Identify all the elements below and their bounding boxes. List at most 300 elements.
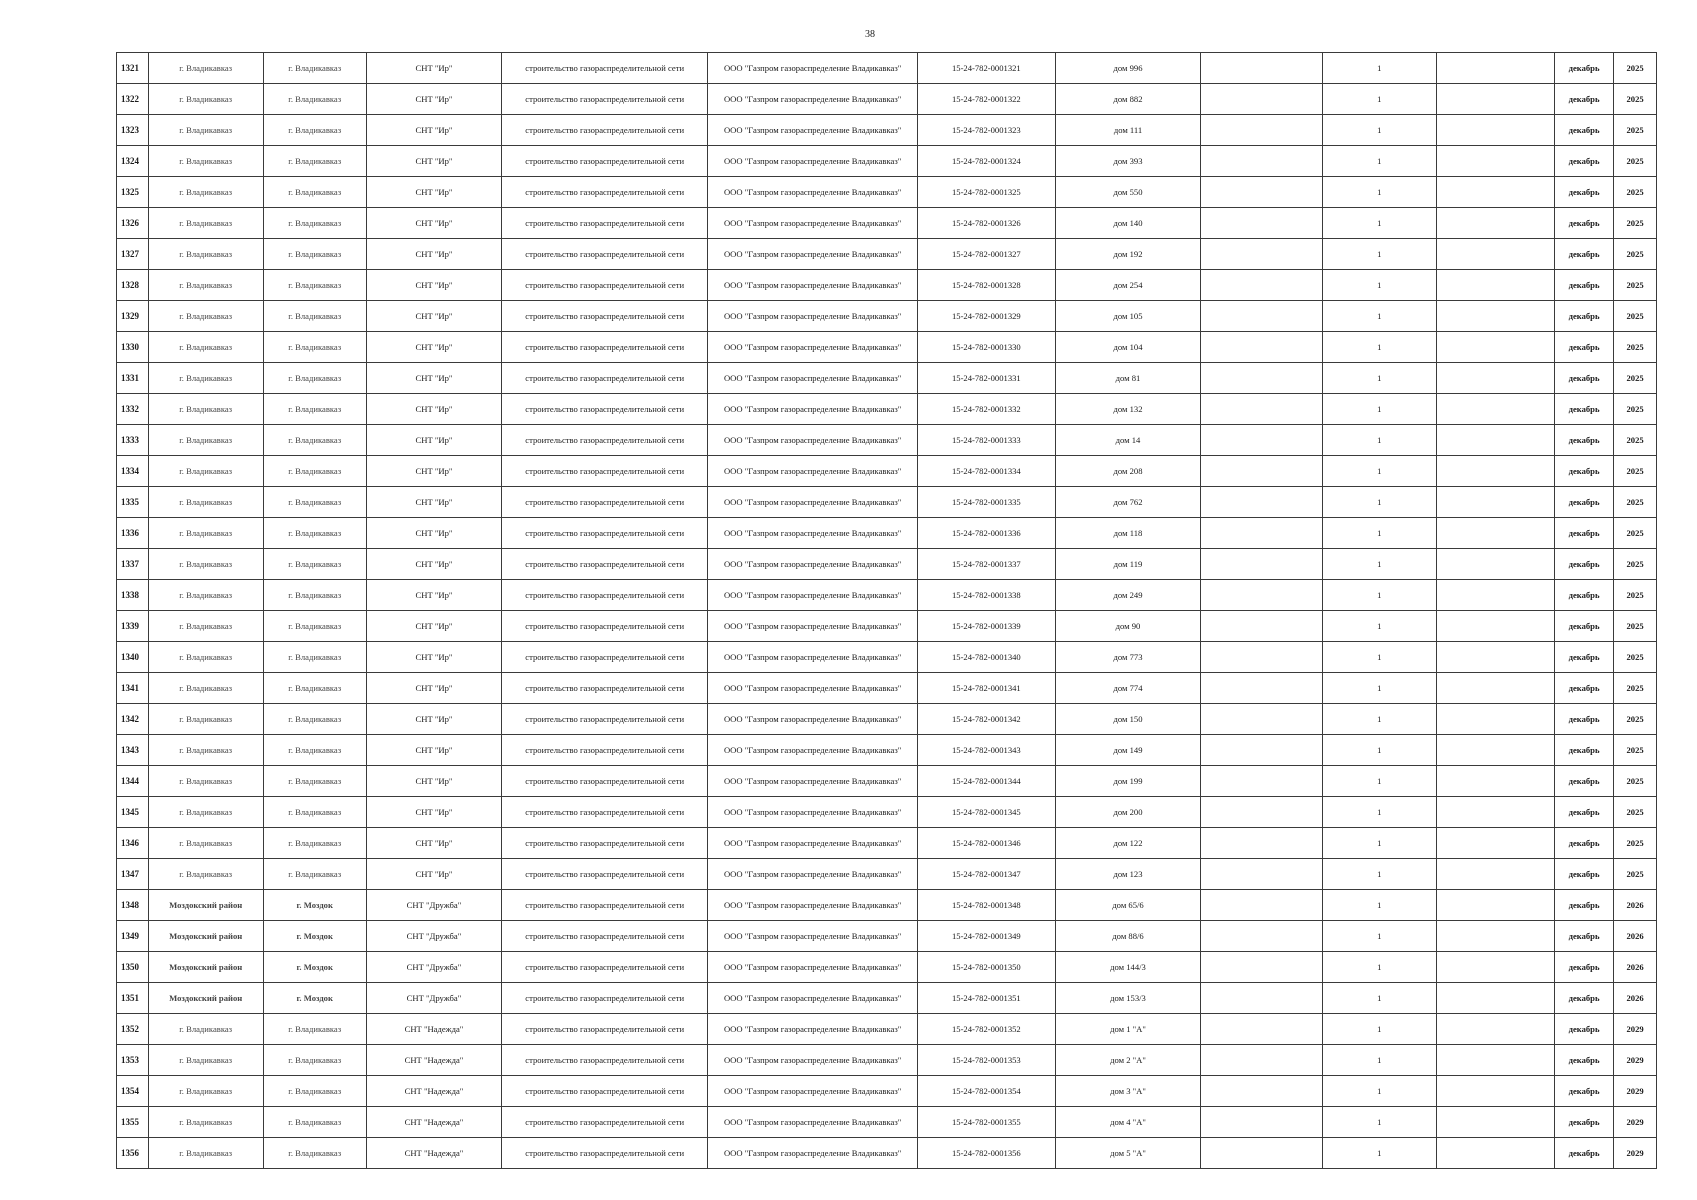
empty-cell: [1201, 1045, 1322, 1076]
address-cell: дом 762: [1055, 487, 1201, 518]
empty-cell: [1201, 394, 1322, 425]
month-cell: декабрь: [1555, 921, 1614, 952]
snt-cell: СНТ "Ир": [366, 704, 502, 735]
locality-cell: г. Владикавказ: [263, 270, 366, 301]
work-type-cell: строительство газораспределительной сети: [502, 1107, 708, 1138]
organization-cell: ООО "Газпром газораспределение Владикавказ": [708, 84, 918, 115]
district-cell: г. Владикавказ: [148, 580, 263, 611]
empty-cell: [1201, 208, 1322, 239]
empty-cell: [1436, 394, 1554, 425]
application-code-cell: 15-24-782-0001344: [918, 766, 1056, 797]
district-cell: г. Владикавказ: [148, 301, 263, 332]
application-code-cell: 15-24-782-0001336: [918, 518, 1056, 549]
district-cell: г. Владикавказ: [148, 1076, 263, 1107]
district-cell: г. Владикавказ: [148, 208, 263, 239]
locality-cell: г. Владикавказ: [263, 1107, 366, 1138]
empty-cell: [1436, 766, 1554, 797]
month-cell: декабрь: [1555, 332, 1614, 363]
application-code-cell: 15-24-782-0001345: [918, 797, 1056, 828]
empty-cell: [1201, 363, 1322, 394]
table-row: [117, 239, 1657, 270]
address-cell: дом 192: [1055, 239, 1201, 270]
application-code-cell: 15-24-782-0001323: [918, 115, 1056, 146]
quantity-cell: 1: [1322, 84, 1436, 115]
work-type-cell: строительство газораспределительной сети: [502, 518, 708, 549]
empty-cell: [1436, 549, 1554, 580]
year-cell: 2025: [1614, 580, 1657, 611]
snt-cell: СНТ "Ир": [366, 549, 502, 580]
district-cell: г. Владикавказ: [148, 1014, 263, 1045]
snt-cell: СНТ "Дружба": [366, 921, 502, 952]
row-number-cell: 1353: [117, 1045, 149, 1076]
table-row: [117, 518, 1657, 549]
table-row: [117, 704, 1657, 735]
quantity-cell: 1: [1322, 239, 1436, 270]
work-type-cell: строительство газораспределительной сети: [502, 425, 708, 456]
locality-cell: г. Владикавказ: [263, 1076, 366, 1107]
locality-cell: г. Владикавказ: [263, 518, 366, 549]
row-number-cell: 1327: [117, 239, 149, 270]
quantity-cell: 1: [1322, 208, 1436, 239]
snt-cell: СНТ "Ир": [366, 115, 502, 146]
address-cell: дом 199: [1055, 766, 1201, 797]
application-code-cell: 15-24-782-0001330: [918, 332, 1056, 363]
table-row: [117, 828, 1657, 859]
month-cell: декабрь: [1555, 301, 1614, 332]
work-type-cell: строительство газораспределительной сети: [502, 921, 708, 952]
district-cell: г. Владикавказ: [148, 456, 263, 487]
quantity-cell: 1: [1322, 1076, 1436, 1107]
empty-cell: [1436, 673, 1554, 704]
district-cell: г. Владикавказ: [148, 270, 263, 301]
application-code-cell: 15-24-782-0001346: [918, 828, 1056, 859]
snt-cell: СНТ "Ир": [366, 797, 502, 828]
district-cell: г. Владикавказ: [148, 177, 263, 208]
organization-cell: ООО "Газпром газораспределение Владикавказ": [708, 239, 918, 270]
month-cell: декабрь: [1555, 456, 1614, 487]
year-cell: 2025: [1614, 487, 1657, 518]
month-cell: декабрь: [1555, 53, 1614, 84]
snt-cell: СНТ "Ир": [366, 270, 502, 301]
locality-cell: г. Владикавказ: [263, 84, 366, 115]
application-code-cell: 15-24-782-0001322: [918, 84, 1056, 115]
district-cell: г. Владикавказ: [148, 115, 263, 146]
work-type-cell: строительство газораспределительной сети: [502, 115, 708, 146]
month-cell: декабрь: [1555, 1014, 1614, 1045]
quantity-cell: 1: [1322, 115, 1436, 146]
application-code-cell: 15-24-782-0001328: [918, 270, 1056, 301]
year-cell: 2025: [1614, 363, 1657, 394]
quantity-cell: 1: [1322, 828, 1436, 859]
empty-cell: [1436, 301, 1554, 332]
snt-cell: СНТ "Ир": [366, 394, 502, 425]
empty-cell: [1436, 1107, 1554, 1138]
organization-cell: ООО "Газпром газораспределение Владикавказ": [708, 983, 918, 1014]
row-number-cell: 1336: [117, 518, 149, 549]
quantity-cell: 1: [1322, 1045, 1436, 1076]
year-cell: 2025: [1614, 425, 1657, 456]
snt-cell: СНТ "Ир": [366, 177, 502, 208]
empty-cell: [1201, 983, 1322, 1014]
district-cell: г. Владикавказ: [148, 487, 263, 518]
row-number-cell: 1342: [117, 704, 149, 735]
work-type-cell: строительство газораспределительной сети: [502, 1045, 708, 1076]
table-row: [117, 797, 1657, 828]
empty-cell: [1436, 1045, 1554, 1076]
month-cell: декабрь: [1555, 704, 1614, 735]
address-cell: дом 105: [1055, 301, 1201, 332]
year-cell: 2025: [1614, 53, 1657, 84]
quantity-cell: 1: [1322, 425, 1436, 456]
application-code-cell: 15-24-782-0001335: [918, 487, 1056, 518]
application-code-cell: 15-24-782-0001350: [918, 952, 1056, 983]
organization-cell: ООО "Газпром газораспределение Владикавказ": [708, 394, 918, 425]
organization-cell: ООО "Газпром газораспределение Владикавказ": [708, 580, 918, 611]
empty-cell: [1436, 456, 1554, 487]
work-type-cell: строительство газораспределительной сети: [502, 239, 708, 270]
table-row: [117, 425, 1657, 456]
row-number-cell: 1345: [117, 797, 149, 828]
row-number-cell: 1339: [117, 611, 149, 642]
locality-cell: г. Владикавказ: [263, 239, 366, 270]
snt-cell: СНТ "Ир": [366, 332, 502, 363]
address-cell: дом 4 "А": [1055, 1107, 1201, 1138]
locality-cell: г. Владикавказ: [263, 828, 366, 859]
empty-cell: [1201, 456, 1322, 487]
month-cell: декабрь: [1555, 363, 1614, 394]
locality-cell: г. Владикавказ: [263, 53, 366, 84]
district-cell: г. Владикавказ: [148, 363, 263, 394]
empty-cell: [1201, 1107, 1322, 1138]
organization-cell: ООО "Газпром газораспределение Владикавказ": [708, 425, 918, 456]
row-number-cell: 1332: [117, 394, 149, 425]
quantity-cell: 1: [1322, 1138, 1436, 1169]
district-cell: г. Владикавказ: [148, 1107, 263, 1138]
empty-cell: [1201, 673, 1322, 704]
month-cell: декабрь: [1555, 859, 1614, 890]
quantity-cell: 1: [1322, 704, 1436, 735]
table-row: [117, 270, 1657, 301]
row-number-cell: 1351: [117, 983, 149, 1014]
table-row: [117, 921, 1657, 952]
district-cell: г. Владикавказ: [148, 1138, 263, 1169]
year-cell: 2025: [1614, 642, 1657, 673]
organization-cell: ООО "Газпром газораспределение Владикавказ": [708, 611, 918, 642]
organization-cell: ООО "Газпром газораспределение Владикавказ": [708, 53, 918, 84]
year-cell: 2026: [1614, 952, 1657, 983]
table-row: [117, 1138, 1657, 1169]
district-cell: г. Владикавказ: [148, 84, 263, 115]
empty-cell: [1201, 828, 1322, 859]
locality-cell: г. Владикавказ: [263, 549, 366, 580]
organization-cell: ООО "Газпром газораспределение Владикавказ": [708, 549, 918, 580]
year-cell: 2025: [1614, 208, 1657, 239]
address-cell: дом 90: [1055, 611, 1201, 642]
application-code-cell: 15-24-782-0001321: [918, 53, 1056, 84]
month-cell: декабрь: [1555, 642, 1614, 673]
organization-cell: ООО "Газпром газораспределение Владикавказ": [708, 146, 918, 177]
empty-cell: [1436, 270, 1554, 301]
quantity-cell: 1: [1322, 580, 1436, 611]
address-cell: дом 65/6: [1055, 890, 1201, 921]
snt-cell: СНТ "Ир": [366, 642, 502, 673]
organization-cell: ООО "Газпром газораспределение Владикавказ": [708, 1107, 918, 1138]
empty-cell: [1201, 952, 1322, 983]
month-cell: декабрь: [1555, 518, 1614, 549]
application-code-cell: 15-24-782-0001334: [918, 456, 1056, 487]
year-cell: 2025: [1614, 146, 1657, 177]
district-cell: г. Владикавказ: [148, 673, 263, 704]
table-row: [117, 1045, 1657, 1076]
month-cell: декабрь: [1555, 797, 1614, 828]
empty-cell: [1436, 890, 1554, 921]
empty-cell: [1436, 983, 1554, 1014]
year-cell: 2025: [1614, 177, 1657, 208]
application-code-cell: 15-24-782-0001353: [918, 1045, 1056, 1076]
quantity-cell: 1: [1322, 673, 1436, 704]
month-cell: декабрь: [1555, 735, 1614, 766]
empty-cell: [1201, 1076, 1322, 1107]
address-cell: дом 773: [1055, 642, 1201, 673]
empty-cell: [1201, 1014, 1322, 1045]
quantity-cell: 1: [1322, 921, 1436, 952]
address-cell: дом 249: [1055, 580, 1201, 611]
organization-cell: ООО "Газпром газораспределение Владикавказ": [708, 115, 918, 146]
month-cell: декабрь: [1555, 84, 1614, 115]
district-cell: Моздокский район: [148, 890, 263, 921]
empty-cell: [1436, 332, 1554, 363]
application-code-cell: 15-24-782-0001327: [918, 239, 1056, 270]
snt-cell: СНТ "Ир": [366, 611, 502, 642]
month-cell: декабрь: [1555, 1138, 1614, 1169]
year-cell: 2025: [1614, 611, 1657, 642]
application-code-cell: 15-24-782-0001354: [918, 1076, 1056, 1107]
table-row: [117, 456, 1657, 487]
district-cell: г. Владикавказ: [148, 797, 263, 828]
month-cell: декабрь: [1555, 270, 1614, 301]
organization-cell: ООО "Газпром газораспределение Владикавказ": [708, 735, 918, 766]
year-cell: 2025: [1614, 239, 1657, 270]
work-type-cell: строительство газораспределительной сети: [502, 53, 708, 84]
work-type-cell: строительство газораспределительной сети: [502, 704, 708, 735]
empty-cell: [1201, 301, 1322, 332]
work-type-cell: строительство газораспределительной сети: [502, 580, 708, 611]
empty-cell: [1436, 1014, 1554, 1045]
year-cell: 2025: [1614, 84, 1657, 115]
table-row: [117, 177, 1657, 208]
month-cell: декабрь: [1555, 580, 1614, 611]
month-cell: декабрь: [1555, 549, 1614, 580]
table-row: [117, 53, 1657, 84]
district-cell: г. Владикавказ: [148, 425, 263, 456]
address-cell: дом 153/3: [1055, 983, 1201, 1014]
district-cell: г. Владикавказ: [148, 766, 263, 797]
quantity-cell: 1: [1322, 394, 1436, 425]
work-type-cell: строительство газораспределительной сети: [502, 642, 708, 673]
empty-cell: [1436, 642, 1554, 673]
empty-cell: [1201, 766, 1322, 797]
district-cell: г. Владикавказ: [148, 1045, 263, 1076]
empty-cell: [1436, 611, 1554, 642]
snt-cell: СНТ "Ир": [366, 239, 502, 270]
district-cell: г. Владикавказ: [148, 642, 263, 673]
registry-table: [116, 52, 1657, 1169]
work-type-cell: строительство газораспределительной сети: [502, 208, 708, 239]
organization-cell: ООО "Газпром газораспределение Владикавказ": [708, 301, 918, 332]
application-code-cell: 15-24-782-0001343: [918, 735, 1056, 766]
snt-cell: СНТ "Надежда": [366, 1076, 502, 1107]
application-code-cell: 15-24-782-0001348: [918, 890, 1056, 921]
address-cell: дом 123: [1055, 859, 1201, 890]
organization-cell: ООО "Газпром газораспределение Владикавказ": [708, 456, 918, 487]
empty-cell: [1436, 580, 1554, 611]
page-number: 38: [865, 29, 875, 40]
table-row: [117, 642, 1657, 673]
year-cell: 2025: [1614, 549, 1657, 580]
organization-cell: ООО "Газпром газораспределение Владикавказ": [708, 859, 918, 890]
organization-cell: ООО "Газпром газораспределение Владикавказ": [708, 1076, 918, 1107]
address-cell: дом 996: [1055, 53, 1201, 84]
table-row: [117, 394, 1657, 425]
empty-cell: [1201, 425, 1322, 456]
snt-cell: СНТ "Надежда": [366, 1138, 502, 1169]
year-cell: 2025: [1614, 456, 1657, 487]
year-cell: 2025: [1614, 394, 1657, 425]
address-cell: дом 119: [1055, 549, 1201, 580]
locality-cell: г. Владикавказ: [263, 642, 366, 673]
snt-cell: СНТ "Ир": [366, 828, 502, 859]
district-cell: г. Владикавказ: [148, 53, 263, 84]
district-cell: г. Владикавказ: [148, 146, 263, 177]
organization-cell: ООО "Газпром газораспределение Владикавказ": [708, 270, 918, 301]
application-code-cell: 15-24-782-0001325: [918, 177, 1056, 208]
district-cell: г. Владикавказ: [148, 518, 263, 549]
work-type-cell: строительство газораспределительной сети: [502, 673, 708, 704]
locality-cell: г. Владикавказ: [263, 859, 366, 890]
year-cell: 2025: [1614, 115, 1657, 146]
work-type-cell: строительство газораспределительной сети: [502, 1138, 708, 1169]
application-code-cell: 15-24-782-0001351: [918, 983, 1056, 1014]
district-cell: г. Владикавказ: [148, 735, 263, 766]
locality-cell: г. Моздок: [263, 983, 366, 1014]
month-cell: декабрь: [1555, 611, 1614, 642]
work-type-cell: строительство газораспределительной сети: [502, 487, 708, 518]
row-number-cell: 1340: [117, 642, 149, 673]
empty-cell: [1436, 704, 1554, 735]
quantity-cell: 1: [1322, 332, 1436, 363]
address-cell: дом 150: [1055, 704, 1201, 735]
locality-cell: г. Владикавказ: [263, 177, 366, 208]
locality-cell: г. Владикавказ: [263, 580, 366, 611]
month-cell: декабрь: [1555, 890, 1614, 921]
empty-cell: [1201, 177, 1322, 208]
address-cell: дом 550: [1055, 177, 1201, 208]
locality-cell: г. Владикавказ: [263, 611, 366, 642]
locality-cell: г. Владикавказ: [263, 208, 366, 239]
month-cell: декабрь: [1555, 177, 1614, 208]
address-cell: дом 208: [1055, 456, 1201, 487]
address-cell: дом 5 "А": [1055, 1138, 1201, 1169]
row-number-cell: 1329: [117, 301, 149, 332]
application-code-cell: 15-24-782-0001352: [918, 1014, 1056, 1045]
snt-cell: СНТ "Ир": [366, 487, 502, 518]
quantity-cell: 1: [1322, 611, 1436, 642]
empty-cell: [1436, 177, 1554, 208]
snt-cell: СНТ "Надежда": [366, 1107, 502, 1138]
row-number-cell: 1331: [117, 363, 149, 394]
locality-cell: г. Владикавказ: [263, 1045, 366, 1076]
quantity-cell: 1: [1322, 146, 1436, 177]
empty-cell: [1201, 518, 1322, 549]
row-number-cell: 1346: [117, 828, 149, 859]
row-number-cell: 1324: [117, 146, 149, 177]
application-code-cell: 15-24-782-0001356: [918, 1138, 1056, 1169]
work-type-cell: строительство газораспределительной сети: [502, 735, 708, 766]
year-cell: 2025: [1614, 735, 1657, 766]
snt-cell: СНТ "Ир": [366, 146, 502, 177]
quantity-cell: 1: [1322, 952, 1436, 983]
organization-cell: ООО "Газпром газораспределение Владикавказ": [708, 797, 918, 828]
empty-cell: [1201, 1138, 1322, 1169]
application-code-cell: 15-24-782-0001340: [918, 642, 1056, 673]
work-type-cell: строительство газораспределительной сети: [502, 394, 708, 425]
locality-cell: г. Моздок: [263, 890, 366, 921]
month-cell: декабрь: [1555, 983, 1614, 1014]
application-code-cell: 15-24-782-0001333: [918, 425, 1056, 456]
address-cell: дом 774: [1055, 673, 1201, 704]
locality-cell: г. Владикавказ: [263, 363, 366, 394]
address-cell: дом 132: [1055, 394, 1201, 425]
work-type-cell: строительство газораспределительной сети: [502, 363, 708, 394]
locality-cell: г. Владикавказ: [263, 332, 366, 363]
table-row: [117, 363, 1657, 394]
quantity-cell: 1: [1322, 642, 1436, 673]
empty-cell: [1436, 208, 1554, 239]
year-cell: 2029: [1614, 1045, 1657, 1076]
row-number-cell: 1330: [117, 332, 149, 363]
row-number-cell: 1333: [117, 425, 149, 456]
locality-cell: г. Владикавказ: [263, 797, 366, 828]
locality-cell: г. Владикавказ: [263, 766, 366, 797]
work-type-cell: строительство газораспределительной сети: [502, 890, 708, 921]
district-cell: г. Владикавказ: [148, 239, 263, 270]
work-type-cell: строительство газораспределительной сети: [502, 332, 708, 363]
application-code-cell: 15-24-782-0001332: [918, 394, 1056, 425]
empty-cell: [1436, 363, 1554, 394]
address-cell: дом 149: [1055, 735, 1201, 766]
snt-cell: СНТ "Ир": [366, 735, 502, 766]
row-number-cell: 1343: [117, 735, 149, 766]
table-row: [117, 952, 1657, 983]
year-cell: 2025: [1614, 859, 1657, 890]
address-cell: дом 3 "А": [1055, 1076, 1201, 1107]
empty-cell: [1436, 84, 1554, 115]
snt-cell: СНТ "Дружба": [366, 952, 502, 983]
locality-cell: г. Владикавказ: [263, 673, 366, 704]
empty-cell: [1436, 859, 1554, 890]
quantity-cell: 1: [1322, 518, 1436, 549]
year-cell: 2029: [1614, 1107, 1657, 1138]
organization-cell: ООО "Газпром газораспределение Владикавказ": [708, 890, 918, 921]
table-row: [117, 487, 1657, 518]
year-cell: 2029: [1614, 1138, 1657, 1169]
work-type-cell: строительство газораспределительной сети: [502, 456, 708, 487]
address-cell: дом 14: [1055, 425, 1201, 456]
row-number-cell: 1335: [117, 487, 149, 518]
organization-cell: ООО "Газпром газораспределение Владикавказ": [708, 673, 918, 704]
locality-cell: г. Владикавказ: [263, 301, 366, 332]
quantity-cell: 1: [1322, 177, 1436, 208]
